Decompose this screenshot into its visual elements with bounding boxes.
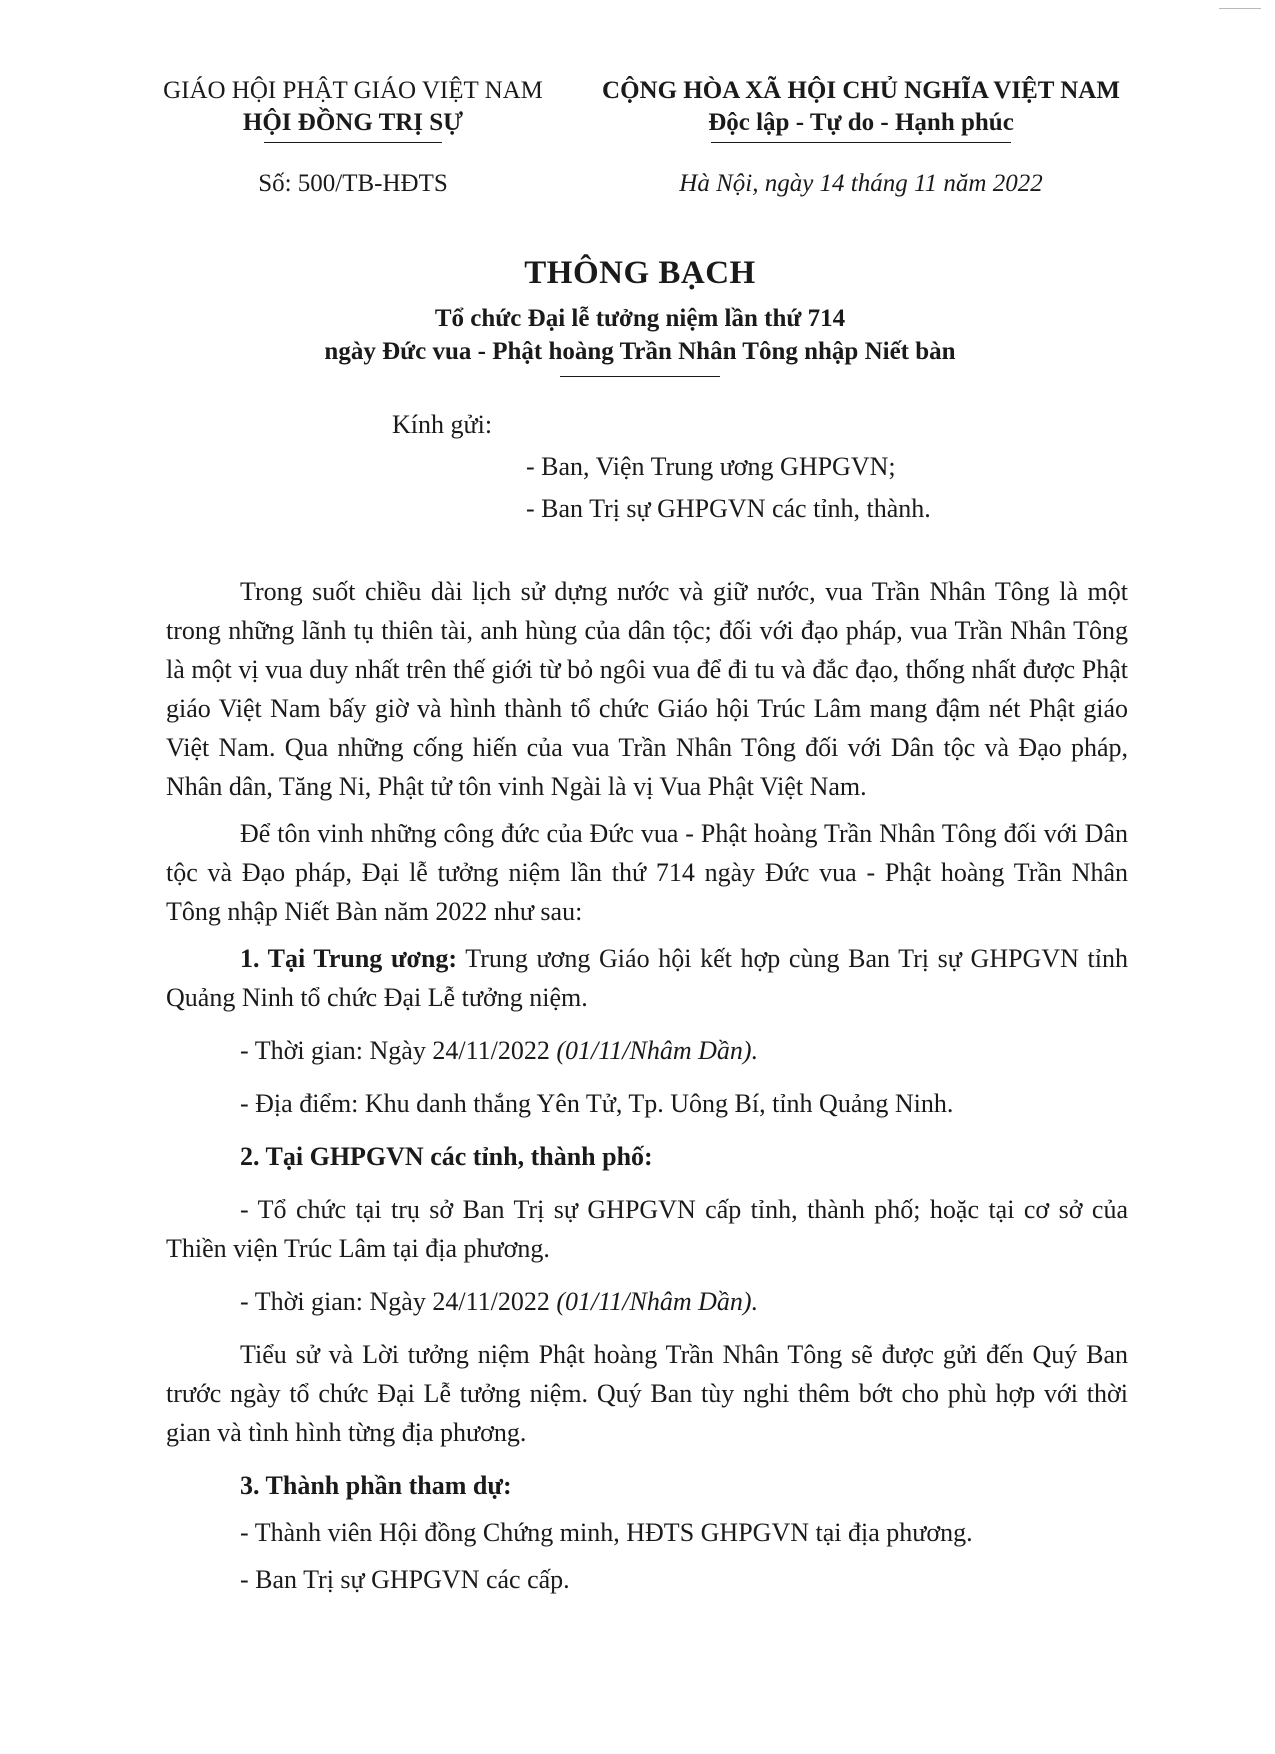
national-block (578, 76, 1144, 199)
recipient-item: - Ban Trị sự GHPGVN các tỉnh, thành. (526, 494, 931, 523)
section-2-org: - Tổ chức tại trụ sở Ban Trị sự GHPGVN cấp tỉnh, thành phố; hoặc tại cơ sở của Thiền viện Trúc Lâm tại địa phương. (166, 1195, 1128, 1263)
time-label: - Thời gian: Ngày 24/11/2022 (240, 1036, 557, 1065)
subject-line-2: ngày Đức vua - Phật hoàng Trần Nhân Tông nhập Niết bàn (324, 338, 956, 365)
place-date: Hà Nội, ngày 14 tháng 11 năm 2022 (679, 170, 1043, 197)
salutation: Kính gửi: (392, 410, 493, 439)
paragraph-purpose: Để tôn vinh những công đức của Đức vua - Phật hoàng Trần Nhân Tông đối với Dân tộc và Đạo pháp, Đại lễ tưởng niệm lần thứ 714 ngày Đức vua - Phật hoàng Trần Nhân Tông nhập Niết Bàn năm 2022 như sau: (166, 819, 1128, 926)
section-2-note: Tiểu sử và Lời tưởng niệm Phật hoàng Trần Nhân Tông sẽ được gửi đến Quý Ban trước ngày tổ chức Đại Lễ tưởng niệm. Quý Ban tùy nghi thêm bớt cho phù hợp với thời gian và tình hình từng địa phương. (166, 1340, 1128, 1447)
section-2-time (166, 1282, 1128, 1321)
lunar-date: (01/11/Nhâm Dần). (556, 1287, 759, 1316)
organization-name: GIÁO HỘI PHẬT GIÁO VIỆT NAM (163, 77, 543, 104)
document-title-block (150, 252, 1130, 377)
issuer-underline (264, 142, 442, 143)
national-motto: Độc lập - Tự do - Hạnh phúc (708, 109, 1014, 136)
section-1-time (166, 1031, 1128, 1070)
time-label: - Thời gian: Ngày 24/11/2022 (240, 1287, 557, 1316)
section-3-heading: 3. Thành phần tham dự: (240, 1471, 512, 1500)
issuer-block (148, 76, 558, 199)
section-1-heading: 1. Tại Trung ương: (240, 944, 458, 973)
lunar-date: (01/11/Nhâm Dần). (556, 1036, 759, 1065)
paragraph-intro: Trong suốt chiều dài lịch sử dựng nước và giữ nước, vua Trần Nhân Tông là một trong những lãnh tụ thiên tài, anh hùng của dân tộc; đối với đạo pháp, vua Trần Nhân Tông là một vị vua duy nhất trên thế giới từ bỏ ngôi vua để đi tu và đắc đạo, thống nhất được Phật giáo Việt Nam bấy giờ và hình thành tổ chức Giáo hội Trúc Lâm mang đậm nét Phật giáo Việt Nam. Qua những cống hiến của vua Trần Nhân Tông đối với Dân tộc và Đạo pháp, Nhân dân, Tăng Ni, Phật tử tôn vinh Ngài là vị Vua Phật Việt Nam. (166, 577, 1128, 801)
document-header (0, 76, 1275, 206)
recipient-item: - Ban, Viện Trung ương GHPGVN; (526, 452, 896, 481)
attendee-item: - Ban Trị sự GHPGVN các cấp. (240, 1565, 570, 1594)
document-body (166, 572, 1128, 1599)
document-number: Số: 500/TB-HĐTS (258, 170, 448, 197)
motto-underline (711, 142, 1011, 143)
section-1-place: - Địa điểm: Khu danh thắng Yên Tử, Tp. Uông Bí, tỉnh Quảng Ninh. (240, 1089, 954, 1118)
title-underline (560, 376, 720, 377)
council-name: HỘI ĐỒNG TRỊ SỰ (242, 109, 464, 136)
document-type: THÔNG BẠCH (524, 255, 756, 291)
section-1 (166, 939, 1128, 1017)
scan-edge-mark (1219, 8, 1261, 9)
attendee-item: - Thành viên Hội đồng Chứng minh, HĐTS GHPGVN tại địa phương. (240, 1518, 973, 1547)
subject-line-1: Tổ chức Đại lễ tưởng niệm lần thứ 714 (434, 305, 846, 332)
section-2-heading: 2. Tại GHPGVN các tỉnh, thành phố: (240, 1142, 653, 1171)
section-1-text: Trung ương Giáo hội kết hợp cùng Ban Trị sự GHPGVN tỉnh Quảng Ninh tổ chức Đại Lễ tưởng niệm. (166, 944, 1128, 1012)
nation-name: CỘNG HÒA XÃ HỘI CHỦ NGHĨA VIỆT NAM (602, 77, 1120, 104)
recipients-block (392, 404, 1152, 530)
